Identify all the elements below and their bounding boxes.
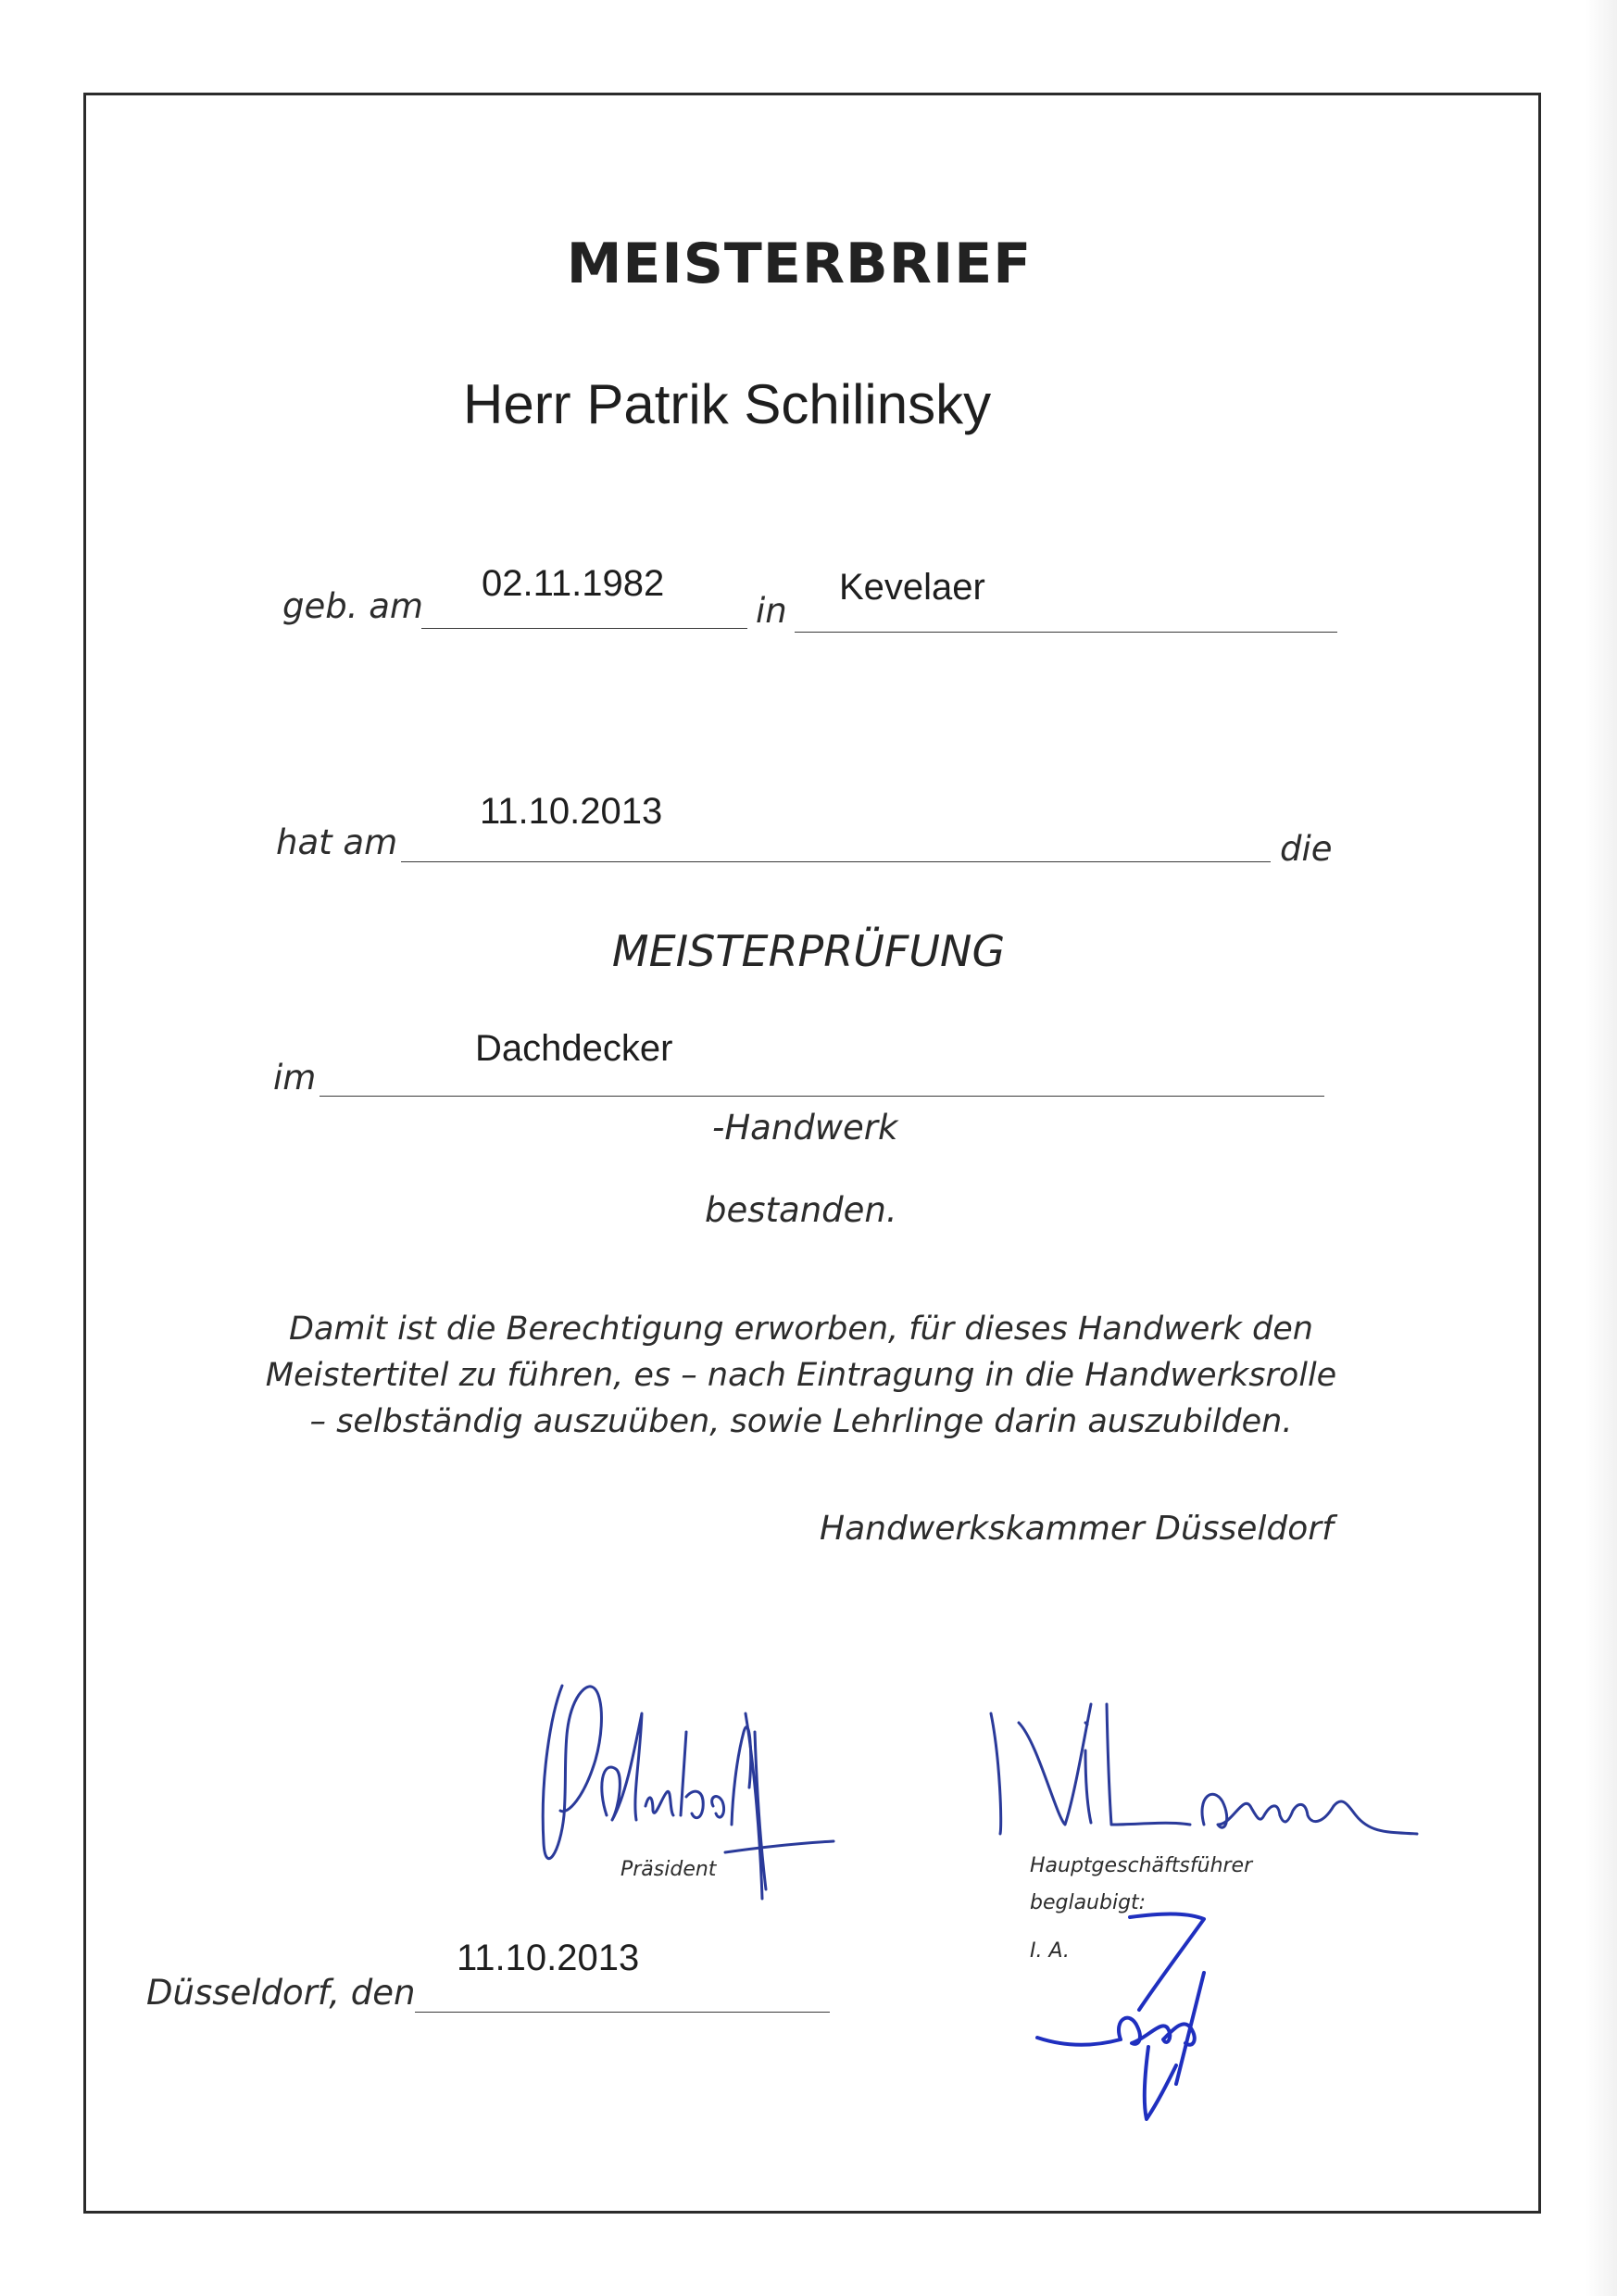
exam-date-value: 11.10.2013: [480, 791, 663, 832]
president-signature: [523, 1658, 931, 1936]
certified-label: beglaubigt:: [1030, 1891, 1147, 1914]
entitlement-line: – selbständig auszuüben, sowie Lehrlinge darin auszubilden.: [309, 1403, 1293, 1440]
issuer-name: Handwerkskammer Düsseldorf: [820, 1510, 1334, 1548]
place-date-value: 11.10.2013: [457, 1938, 640, 1978]
certificate-title: MEISTERBRIEF: [566, 232, 1033, 296]
holder-name: Herr Patrik Schilinsky: [463, 373, 992, 435]
exam-date-underline: [401, 861, 1271, 862]
trade-value: Dachdecker: [475, 1028, 673, 1069]
ia-label: I. A.: [1030, 1939, 1070, 1963]
birth-place-underline: [795, 632, 1337, 633]
trade-label: im: [273, 1058, 317, 1098]
place-date-label: Düsseldorf, den: [146, 1973, 416, 2013]
birth-place-label: in: [756, 591, 787, 631]
ceo-label: Hauptgeschäftsführer: [1030, 1854, 1253, 1877]
place-date-underline: [415, 2012, 830, 2013]
exam-date-suffix: die: [1280, 829, 1333, 869]
exam-title: MEISTERPRÜFUNG: [611, 926, 1006, 976]
president-label: Präsident: [620, 1858, 717, 1881]
trade-suffix: -Handwerk: [712, 1108, 898, 1148]
birth-date-label: geb. am: [282, 586, 423, 626]
exam-date-label: hat am: [276, 822, 398, 862]
birth-place-value: Kevelaer: [839, 567, 985, 608]
trade-underline: [320, 1096, 1324, 1097]
entitlement-line: Damit ist die Berechtigung erworben, für dieses Handwerk den: [289, 1311, 1313, 1348]
birth-date-underline: [421, 628, 747, 629]
entitlement-paragraph: [185, 1306, 1417, 1445]
scan-edge: [1586, 0, 1617, 2296]
entitlement-line: Meistertitel zu führen, es – nach Eintragung in die Handwerksrolle: [265, 1357, 1337, 1394]
birth-date-value: 02.11.1982: [482, 563, 665, 604]
certifier-signature: [1028, 1908, 1250, 2139]
exam-result: bestanden.: [705, 1190, 897, 1230]
